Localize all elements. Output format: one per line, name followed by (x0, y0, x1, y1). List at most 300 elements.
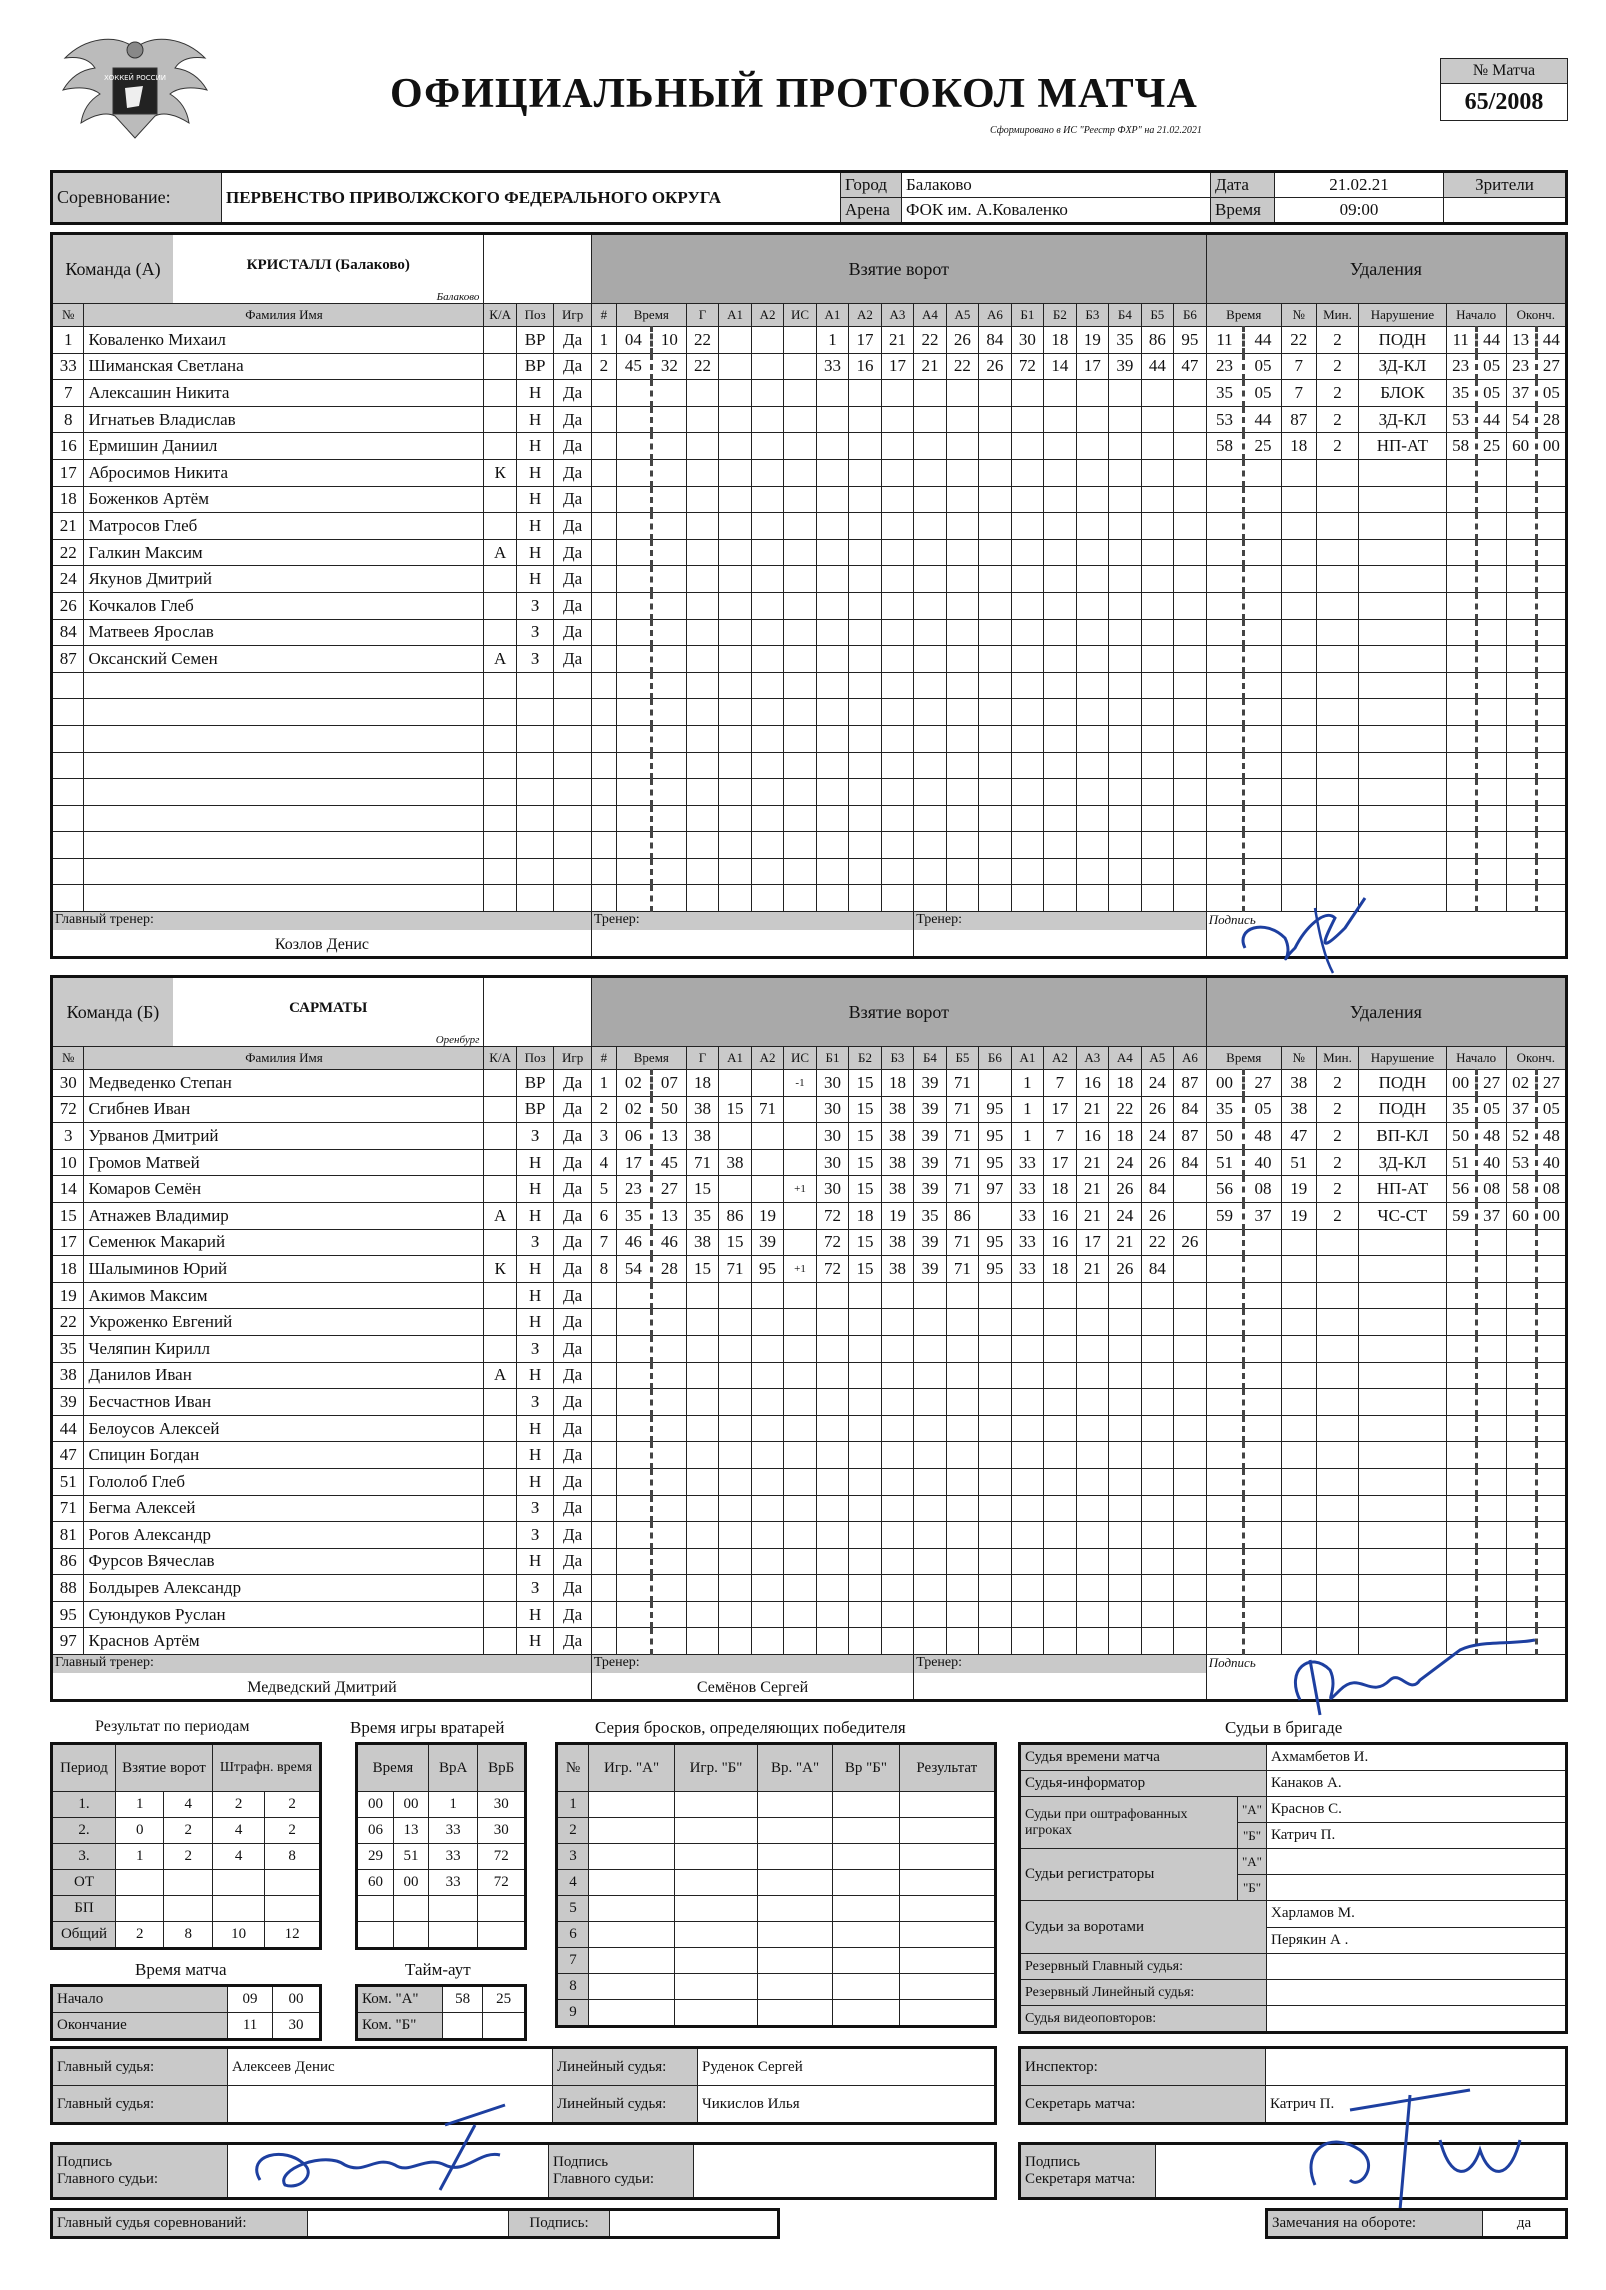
player-name: Укроженко Евгений (84, 1309, 484, 1336)
player-number: 8 (52, 406, 84, 433)
shootout-no: 1 (557, 1792, 589, 1818)
player-plays: Да (554, 539, 592, 566)
onice-opp: 22 (1141, 1229, 1173, 1256)
team_a-row (52, 858, 1567, 885)
goal-min: 02 (616, 1096, 651, 1123)
goal-min: 06 (616, 1123, 651, 1150)
player-captain (484, 1628, 516, 1655)
team_a-city: Балаково (436, 291, 480, 303)
pen-start-s: 27 (1476, 1070, 1506, 1097)
goal-a2: 71 (751, 1096, 783, 1123)
team_b-city: Оренбург (435, 1034, 480, 1046)
goalies-h-a: ВрА (428, 1744, 478, 1792)
onice-own: 15 (849, 1176, 881, 1203)
player-position: З (516, 1522, 553, 1549)
player-name: Бесчастнов Иван (84, 1389, 484, 1416)
player-position: З (516, 1389, 553, 1416)
goal-sec: 50 (651, 1096, 686, 1123)
goalie-sec: 00 (394, 1792, 429, 1818)
col-pen-min: Мин. (1316, 1047, 1358, 1070)
period-row (52, 1818, 321, 1844)
player-name: Матвеев Ярослав (84, 619, 484, 646)
pen-violation: ЧС-СТ (1359, 1202, 1446, 1229)
pen-start-s: 37 (1476, 1202, 1506, 1229)
pen-end-s: 40 (1536, 1149, 1566, 1176)
col-pen-end: Оконч. (1506, 1047, 1566, 1070)
player-plays: Да (554, 380, 592, 407)
goal-is (784, 1229, 816, 1256)
video-judge-label: Судья видеоповторов: (1020, 2006, 1267, 2033)
onice-own: 15 (849, 1096, 881, 1123)
pen-start-s: 05 (1476, 353, 1506, 380)
inspector-label: Инспектор: (1020, 2048, 1266, 2086)
onice-opp: 18 (1044, 1256, 1076, 1283)
goal-a1 (719, 1070, 751, 1097)
player-number: 71 (52, 1495, 84, 1522)
goal-sec: 07 (651, 1070, 686, 1097)
onice-opp: 26 (1174, 1229, 1207, 1256)
pen-end-m: 53 (1506, 1149, 1536, 1176)
player-position: Н (516, 513, 553, 540)
col-pen-violation: Нарушение (1359, 1047, 1446, 1070)
shootout-row (557, 1792, 996, 1818)
col-onice-opp: Б3 (1076, 304, 1108, 327)
col-num: № (52, 1047, 84, 1070)
onice-own: 19 (881, 1202, 913, 1229)
pen-violation: ЗД-КЛ (1359, 1149, 1446, 1176)
onice-own: 1 (816, 327, 848, 354)
pen-violation: НП-АТ (1359, 1176, 1446, 1203)
col-a2: А2 (751, 1047, 783, 1070)
notes-value: да (1483, 2210, 1567, 2238)
goal-scorer: 15 (686, 1176, 718, 1203)
onice-own: 18 (881, 1070, 913, 1097)
onice-opp: 33 (1011, 1229, 1043, 1256)
pen-sec: 05 (1244, 1096, 1281, 1123)
shootout-no: 9 (557, 2000, 589, 2027)
line-ref-1: Руденок Сергей (698, 2048, 996, 2086)
player-plays: Да (554, 566, 592, 593)
onice-opp (1174, 1202, 1207, 1229)
player-captain (484, 1229, 516, 1256)
periods-title: Результат по периодам (95, 1718, 250, 1735)
match-end-label: Окончание (52, 2013, 228, 2040)
col-onice-opp: Б5 (1141, 304, 1173, 327)
player-captain (484, 1282, 516, 1309)
goalie-min: 60 (357, 1870, 394, 1896)
player-position: Н (516, 486, 553, 513)
registrar-a-tag: "А" (1238, 1849, 1267, 1875)
player-name: Болдырев Александр (84, 1575, 484, 1602)
pen-start-m: 35 (1446, 1096, 1476, 1123)
player-plays: Да (554, 1256, 592, 1283)
player-number: 47 (52, 1442, 84, 1469)
timeout-table (355, 1984, 527, 2041)
col-onice-opp: Б2 (1044, 304, 1076, 327)
registrar-label: Судьи регистраторы (1020, 1849, 1238, 1901)
shootout-table (555, 1742, 997, 2028)
goal-no: 8 (591, 1256, 616, 1283)
col-pos: Поз (516, 304, 553, 327)
period-pen-a (212, 1896, 264, 1922)
onice-own: 71 (946, 1149, 978, 1176)
onice-own: 71 (946, 1229, 978, 1256)
notes-table (1265, 2208, 1568, 2239)
player-position: Н (516, 406, 553, 433)
player-captain (484, 1442, 516, 1469)
goal-min: 23 (616, 1176, 651, 1203)
player-position: Н (516, 1442, 553, 1469)
pen-sec: 44 (1244, 327, 1281, 354)
shootout-row (557, 1948, 996, 1974)
fhr-logo (55, 28, 215, 153)
player-plays: Да (554, 1522, 592, 1549)
pen-min: 00 (1206, 1070, 1243, 1097)
pen-end-s: 05 (1536, 380, 1566, 407)
city-label: Город (841, 172, 902, 198)
period-row (52, 1896, 321, 1922)
arena-value: ФОК им. А.Коваленко (902, 198, 1211, 224)
onice-opp: 21 (1076, 1149, 1108, 1176)
pen-minutes: 2 (1316, 1123, 1358, 1150)
goalies-h-b: ВрБ (478, 1744, 526, 1792)
team_b-name: САРМАТЫ (289, 1000, 368, 1016)
period-goals-a: 1 (116, 1792, 164, 1818)
player-name: Данилов Иван (84, 1362, 484, 1389)
player-captain (484, 619, 516, 646)
pen-sec: 48 (1244, 1123, 1281, 1150)
date-label: Дата (1211, 172, 1275, 198)
col-pen-num: № (1281, 304, 1316, 327)
onice-own: 30 (816, 1176, 848, 1203)
onice-own: 21 (881, 327, 913, 354)
pen-end-m: 13 (1506, 327, 1536, 354)
pen-player: 7 (1281, 353, 1316, 380)
coach-label: Тренер: (914, 1655, 1206, 1673)
player-captain (484, 1309, 516, 1336)
player-position: Н (516, 1282, 553, 1309)
pen-sec: 08 (1244, 1176, 1281, 1203)
onice-opp: 26 (1141, 1149, 1173, 1176)
team_b-head-coach (52, 1655, 592, 1701)
shootout-title: Серия бросков, определяющих победителя (595, 1718, 906, 1737)
team_b-row (52, 1415, 1567, 1442)
col-onice-own: А4 (914, 304, 946, 327)
player-number: 39 (52, 1389, 84, 1416)
pen-end-m: 37 (1506, 380, 1536, 407)
period-goals-a (116, 1896, 164, 1922)
player-position: Н (516, 566, 553, 593)
pen-end-s: 00 (1536, 1202, 1566, 1229)
signature-label: Подпись (1208, 1655, 1256, 1671)
goal-sec: 28 (651, 1256, 686, 1283)
player-position: З (516, 1495, 553, 1522)
goalie-a: 1 (428, 1792, 478, 1818)
period-goals-b: 8 (164, 1922, 212, 1949)
officials-table (1018, 1742, 1568, 2034)
col-pen-time: Время (1206, 304, 1281, 327)
goal-judges-label: Судьи за воротами (1020, 1901, 1267, 1954)
col-onice-opp: А2 (1044, 1047, 1076, 1070)
pen-start-m: 51 (1446, 1149, 1476, 1176)
onice-own: 38 (881, 1229, 913, 1256)
head-coach-label: Главный тренер: (53, 1655, 591, 1673)
onice-own: 15 (849, 1070, 881, 1097)
col-onice-opp: Б1 (1011, 304, 1043, 327)
onice-own: 95 (979, 1123, 1011, 1150)
pen-violation: ВП-КЛ (1359, 1123, 1446, 1150)
pen-player: 38 (1281, 1096, 1316, 1123)
chief-ref-label: Главный судья соревнований: (52, 2210, 308, 2238)
player-captain: А (484, 539, 516, 566)
pen-player: 51 (1281, 1149, 1316, 1176)
player-number: 16 (52, 433, 84, 460)
shootout-h-ga: Вр. "А" (757, 1744, 832, 1792)
shootout-no: 2 (557, 1818, 589, 1844)
team_a-row (52, 327, 1567, 354)
team_b-row (52, 1149, 1567, 1176)
period-pen-a: 10 (212, 1922, 264, 1949)
team_a-row (52, 699, 1567, 726)
onice-opp: 95 (1174, 327, 1207, 354)
onice-own (979, 1202, 1011, 1229)
team_b-row (52, 1202, 1567, 1229)
player-name: Громов Матвей (84, 1149, 484, 1176)
col-goal-scorer: Г (686, 304, 718, 327)
player-name: Оксанский Семен (84, 646, 484, 673)
onice-own: 35 (914, 1202, 946, 1229)
main-ref-signature (245, 2095, 535, 2205)
goalies-table (355, 1742, 527, 1950)
onice-own: 95 (979, 1149, 1011, 1176)
match-start-h: 09 (228, 1986, 273, 2013)
match-end-h: 11 (228, 2013, 273, 2040)
goalie-a: 33 (428, 1870, 478, 1896)
player-plays: Да (554, 513, 592, 540)
onice-own: 71 (946, 1176, 978, 1203)
goal-min: 02 (616, 1070, 651, 1097)
onice-own: 18 (849, 1202, 881, 1229)
player-number: 17 (52, 459, 84, 486)
period-label: 2. (52, 1818, 116, 1844)
match-start-label: Начало (52, 1986, 228, 2013)
player-captain (484, 1575, 516, 1602)
player-position: Н (516, 539, 553, 566)
head-coach-label: Главный тренер: (53, 912, 591, 930)
sign-main-ref-label-1: Подпись Главного судьи: (52, 2144, 228, 2199)
player-plays: Да (554, 1070, 592, 1097)
player-captain: А (484, 1202, 516, 1229)
player-number: 84 (52, 619, 84, 646)
pen-sec: 44 (1244, 406, 1281, 433)
player-number: 18 (52, 1256, 84, 1283)
pen-sec: 05 (1244, 380, 1281, 407)
player-plays: Да (554, 1601, 592, 1628)
goal-sec: 45 (651, 1149, 686, 1176)
col-onice-opp: А3 (1076, 1047, 1108, 1070)
period-row (52, 1844, 321, 1870)
team_b-row (52, 1575, 1567, 1602)
onice-own: 38 (881, 1096, 913, 1123)
player-name: Краснов Артём (84, 1628, 484, 1655)
penbox-b-tag: "Б" (1238, 1823, 1267, 1849)
onice-own: 39 (914, 1176, 946, 1203)
player-name: Урванов Дмитрий (84, 1123, 484, 1150)
player-captain: А (484, 1362, 516, 1389)
player-plays: Да (554, 1176, 592, 1203)
onice-opp: 16 (1076, 1123, 1108, 1150)
player-number: 97 (52, 1628, 84, 1655)
onice-own: 39 (914, 1123, 946, 1150)
player-name: Игнатьев Владислав (84, 406, 484, 433)
period-pen-b: 2 (265, 1818, 321, 1844)
line-ref-2: Чикислов Илья (698, 2086, 996, 2124)
col-onice-own: Б1 (816, 1047, 848, 1070)
player-captain (484, 433, 516, 460)
onice-own: 39 (914, 1096, 946, 1123)
goal-is (784, 327, 816, 354)
player-position: Н (516, 1628, 553, 1655)
goal-sec: 46 (651, 1229, 686, 1256)
player-number: 88 (52, 1575, 84, 1602)
goal-no: 1 (591, 1070, 616, 1097)
player-captain: К (484, 1256, 516, 1283)
col-onice-opp: А1 (1011, 1047, 1043, 1070)
shootout-h-gb: Вр "Б" (833, 1744, 899, 1792)
line-ref-label-1: Линейный судья: (553, 2048, 698, 2086)
coach-name: Семёнов Сергей (696, 1679, 809, 1697)
goalie-b: 30 (478, 1792, 526, 1818)
goalie-row (357, 1818, 526, 1844)
period-pen-b (265, 1870, 321, 1896)
onice-own: 26 (979, 353, 1011, 380)
goal-is: +1 (784, 1256, 816, 1283)
goalie-sec: 51 (394, 1844, 429, 1870)
goal-scorer: 18 (686, 1070, 718, 1097)
pen-start-s: 05 (1476, 380, 1506, 407)
pen-minutes: 2 (1316, 406, 1358, 433)
onice-opp: 7 (1044, 1070, 1076, 1097)
col-a1: А1 (719, 304, 751, 327)
player-name: Рогов Александр (84, 1522, 484, 1549)
period-label: ОТ (52, 1870, 116, 1896)
pen-start-s: 08 (1476, 1176, 1506, 1203)
informer-label: Судья-информатор (1020, 1771, 1267, 1797)
goal-scorer: 22 (686, 353, 718, 380)
period-goals-b: 4 (164, 1792, 212, 1818)
pen-minutes: 2 (1316, 1070, 1358, 1097)
onice-opp: 1 (1011, 1096, 1043, 1123)
match-time-title: Время матча (135, 1960, 227, 1979)
player-captain (484, 1070, 516, 1097)
team_a-row (52, 592, 1567, 619)
onice-own: 22 (946, 353, 978, 380)
onice-opp: 30 (1011, 327, 1043, 354)
pen-minutes: 2 (1316, 1202, 1358, 1229)
goalie-min: 00 (357, 1792, 394, 1818)
player-name: Боженков Артём (84, 486, 484, 513)
onice-opp: 24 (1109, 1149, 1141, 1176)
player-captain (484, 486, 516, 513)
onice-own: 71 (946, 1123, 978, 1150)
team_b-row (52, 1362, 1567, 1389)
team_a-coach-1 (591, 912, 913, 958)
team_a-row (52, 725, 1567, 752)
goal-scorer: 35 (686, 1202, 718, 1229)
team_b-row (52, 1522, 1567, 1549)
player-plays: Да (554, 1229, 592, 1256)
team_a-row (52, 619, 1567, 646)
player-captain (484, 1096, 516, 1123)
main-ref-label-2: Главный судья: (52, 2086, 228, 2124)
col-a1: А1 (719, 1047, 751, 1070)
period-goals-b (164, 1896, 212, 1922)
goalie-a: 33 (428, 1818, 478, 1844)
goalie-b: 72 (478, 1844, 526, 1870)
period-label: БП (52, 1896, 116, 1922)
goalie-sec: 00 (394, 1870, 429, 1896)
pen-end-s: 48 (1536, 1123, 1566, 1150)
period-row (52, 1922, 321, 1949)
pen-min: 58 (1206, 433, 1243, 460)
col-onice-own: Б6 (979, 1047, 1011, 1070)
player-number: 14 (52, 1176, 84, 1203)
pen-start-s: 40 (1476, 1149, 1506, 1176)
player-captain (484, 1415, 516, 1442)
officials-title: Судьи в бригаде (1225, 1718, 1343, 1737)
goal-sec: 10 (651, 327, 686, 354)
pen-sec: 40 (1244, 1149, 1281, 1176)
match-end-m: 30 (273, 2013, 321, 2040)
periods-h-goals: Взятие ворот (116, 1744, 213, 1792)
player-position: Н (516, 1256, 553, 1283)
onice-opp: 19 (1076, 327, 1108, 354)
player-captain (484, 592, 516, 619)
player-position: ВР (516, 353, 553, 380)
timeout-a-m: 58 (443, 1986, 483, 2013)
team_a-header (52, 234, 484, 304)
pen-start-s: 44 (1476, 406, 1506, 433)
penbox-a-value: Краснов С. (1267, 1797, 1567, 1823)
team_a-row (52, 539, 1567, 566)
goal-a1: 15 (719, 1229, 751, 1256)
coach-label: Тренер: (592, 1655, 913, 1673)
player-name: Кочкалов Глеб (84, 592, 484, 619)
goalie-min: 06 (357, 1818, 394, 1844)
onice-own: 86 (946, 1202, 978, 1229)
onice-own: 30 (816, 1149, 848, 1176)
pen-violation: ЗД-КЛ (1359, 353, 1446, 380)
goal-a1: 15 (719, 1096, 751, 1123)
pen-player: 22 (1281, 327, 1316, 354)
pen-minutes: 2 (1316, 380, 1358, 407)
player-number: 3 (52, 1123, 84, 1150)
player-plays: Да (554, 1309, 592, 1336)
team_b-row (52, 1229, 1567, 1256)
onice-own: 17 (881, 353, 913, 380)
onice-own: 71 (946, 1096, 978, 1123)
time-value: 09:00 (1275, 198, 1444, 224)
player-plays: Да (554, 1123, 592, 1150)
onice-own: 21 (914, 353, 946, 380)
reserve-main-label: Резервный Главный судья: (1020, 1954, 1267, 1980)
onice-own: 72 (816, 1202, 848, 1229)
penbox-b-value: Катрич П. (1267, 1823, 1567, 1849)
onice-opp: 33 (1011, 1149, 1043, 1176)
onice-opp: 24 (1141, 1070, 1173, 1097)
pen-start-s: 44 (1476, 327, 1506, 354)
match-number: 65/2008 (1441, 84, 1568, 121)
